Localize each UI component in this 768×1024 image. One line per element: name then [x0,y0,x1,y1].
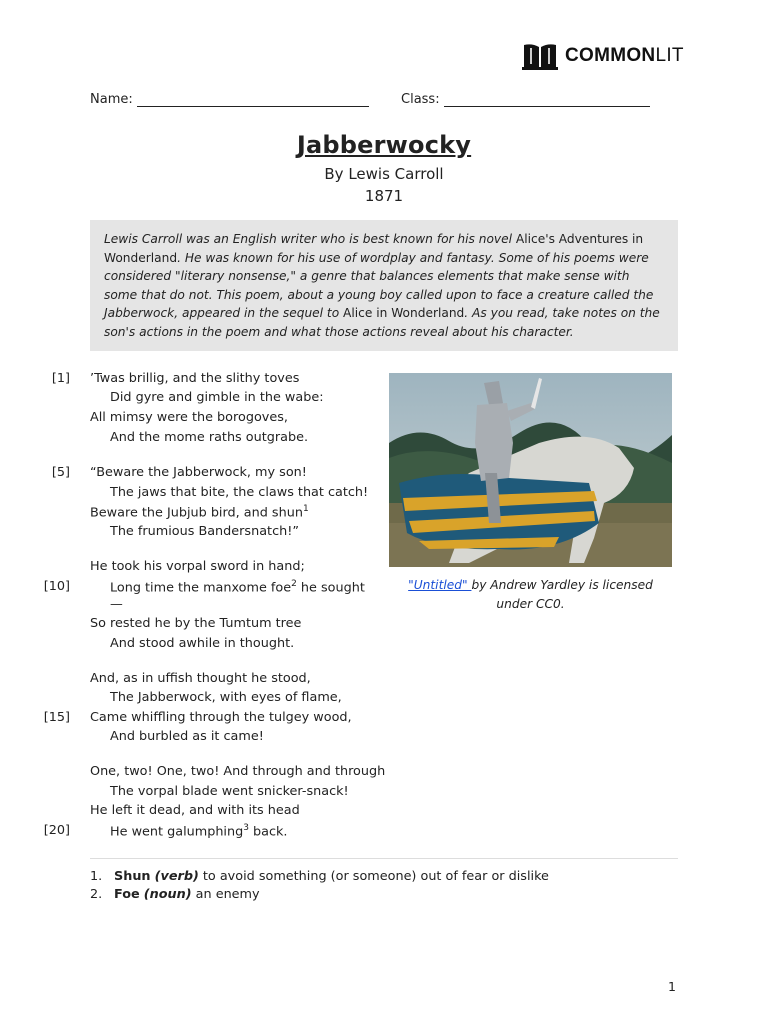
poem-line: The vorpal blade went snicker-snack! [110,784,349,799]
year: 1871 [364,187,404,205]
poem-line: “Beware the Jabberwock, my son! [90,465,307,480]
poem-line: The Jabberwock, with eyes of flame, [110,690,342,705]
page-number: 1 [668,979,676,994]
poem-line: Did gyre and gimble in the wabe: [110,390,324,405]
line-number-10: [10] [43,579,70,594]
poem-line: And burbled as it came! [110,729,264,744]
name-line[interactable] [137,92,369,107]
photo-caption: "Untitled" by Andrew Yardley is licensed under CC0. [408,578,653,611]
intro-box [90,220,678,351]
poem-line: Came whiffling through the tulgey wood, [90,710,352,725]
poem-line: He took his vorpal sword in hand; [90,559,305,574]
poem-line: And, as in uffish thought he stood, [90,671,311,686]
poem-line: And the mome raths outgrabe. [110,430,309,445]
line-number-5: [5] [51,465,70,480]
class-line[interactable] [444,92,650,107]
poem-line: And stood awhile in thought. [110,636,295,651]
footnote-ref-1[interactable]: 1 [302,504,309,514]
book-icon [522,42,558,70]
page-title: Jabberwocky [296,131,472,159]
poem-line: So rested he by the Tumtum tree [90,616,302,631]
intro-text: Lewis Carroll was an English writer who is best known for his novel Alice's Adventures in Wonderland. He was known for his use of wordplay and fantasy. Some of his poems were considered "literary nonsense," a genre that balances elements that make sense with some that do not. This poem, about a young boy called upon to face a creature called the Jabberwock, appeared in the sequel to Alice in Wonderland. As you read, take notes on the son's actions in the poem and what those actions reveal about his character. [104,232,660,339]
footnote-ref-2[interactable]: 2 [291,579,297,589]
image-source-link[interactable]: "Untitled" [408,578,472,592]
poem-line: All mimsy were the borogoves, [90,410,288,425]
poem-line: Long time the manxome foe$^2$ he sought [110,579,365,596]
footnote-1: 1. Shun (verb) to avoid something (or someone) out of fear or dislike [90,869,549,884]
footnote-divider [90,858,678,859]
poem-line: ’Twas brillig, and the slithy toves [90,371,300,386]
line-number-20: [20] [43,823,70,838]
name-field[interactable] [90,92,369,107]
line-number-15: [15] [43,710,70,725]
line-number-1: [1] [51,371,70,386]
poem-line: He left it dead, and with its head [90,803,300,818]
poem-line: The jaws that bite, the claws that catch! [110,485,369,500]
brand-name: COMMONLIT [565,45,684,66]
class-label: Class: [401,92,440,107]
poem-line: He went galumphing$^3$ back. [110,823,288,840]
poem-line: Beware the Jubjub bird, and shun$^1$ [90,504,309,521]
class-field[interactable] [401,92,650,107]
name-label: Name: [90,92,133,107]
byline: By Lewis Carroll [324,165,444,183]
knight-photo [389,373,672,567]
poem-line: One, two! One, two! And through and through [90,764,386,779]
poem-line: The frumious Bandersnatch!” [110,524,299,539]
footnote-2: 2. Foe (noun) an enemy [90,887,260,902]
footnote-ref-3[interactable]: 3 [243,823,249,833]
poem-line-dash: — [110,597,123,612]
commonlit-logo [522,42,684,70]
